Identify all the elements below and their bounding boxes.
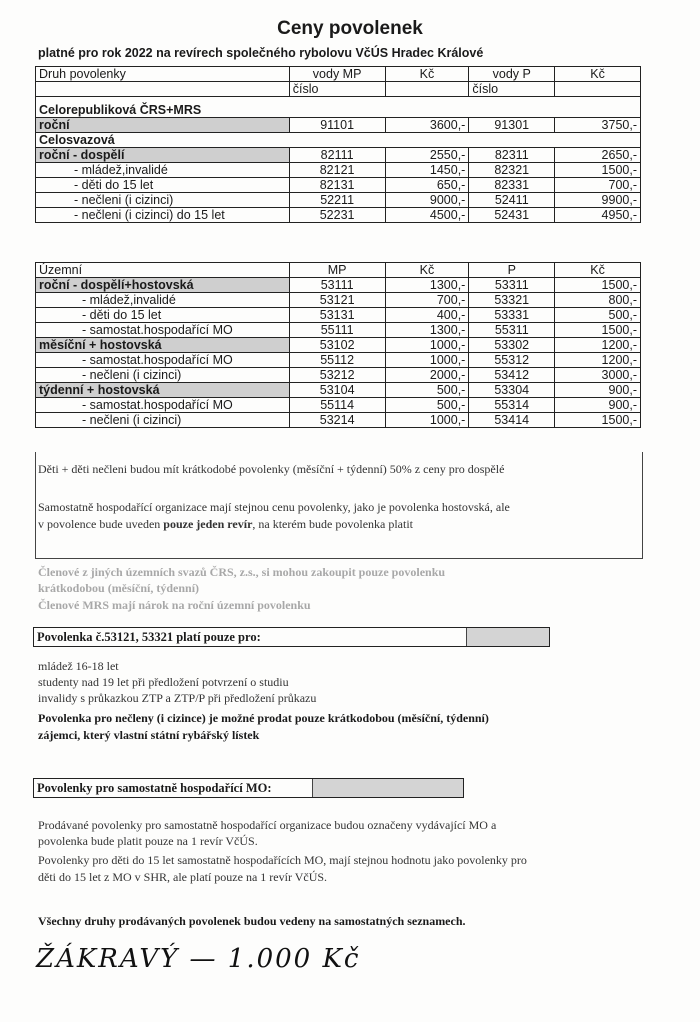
- cell: 650,-: [385, 178, 469, 193]
- cell: 55111: [289, 323, 385, 338]
- row-label: roční - dospělí+hostovská: [36, 278, 290, 293]
- table-row: [36, 368, 641, 383]
- row-label: roční - dospělí: [36, 148, 290, 163]
- header-cell: vody P: [469, 67, 555, 82]
- cell: 1200,-: [555, 338, 641, 353]
- header-cell: [555, 82, 641, 97]
- list-item: mládež 16-18 let: [38, 659, 119, 673]
- note-mo-text: v povolence bude uveden: [38, 517, 161, 531]
- header-cell: Kč: [385, 263, 469, 278]
- table-row: [36, 383, 641, 398]
- row-label: - mládež,invalidé: [36, 163, 290, 178]
- cell: 1300,-: [385, 323, 469, 338]
- cell: 9000,-: [385, 193, 469, 208]
- table-row: [36, 193, 641, 208]
- section-heading-mo: [33, 778, 464, 798]
- header-cell: číslo: [289, 82, 385, 97]
- page-title: Ceny povolenek: [277, 18, 423, 39]
- header-cell: Kč: [555, 263, 641, 278]
- cell: 3600,-: [385, 118, 469, 133]
- row-label: - nečleni (i cizinci): [36, 368, 290, 383]
- cell: 91301: [469, 118, 555, 133]
- row-label: - mládež,invalidé: [36, 293, 290, 308]
- faint-note-1: Členové z jiných územních svazů ČRS, z.s., si mohou zakoupit pouze povolenku: [38, 565, 446, 579]
- cell: 55114: [289, 398, 385, 413]
- handwritten-note: ŽÁKRAVÝ — 1.000 Kč: [36, 944, 361, 974]
- header-cell: [36, 82, 290, 97]
- cell: 55311: [469, 323, 555, 338]
- section-heading-text: Povolenka č.53121, 53321 platí pouze pro:: [37, 630, 261, 644]
- cell: 1500,-: [555, 413, 641, 428]
- cell: 2550,-: [385, 148, 469, 163]
- note-mo-text: , na kterém bude povolenka platit: [252, 517, 414, 531]
- table-row: [36, 163, 641, 178]
- table-row: [36, 148, 641, 163]
- header-cell: P: [469, 263, 555, 278]
- cell: 4500,-: [385, 208, 469, 223]
- heading-shade: [312, 779, 463, 797]
- cell: 53412: [469, 368, 555, 383]
- row-label: - nečleni (i cizinci): [36, 193, 290, 208]
- cell: 52431: [469, 208, 555, 223]
- header-cell: MP: [289, 263, 385, 278]
- header-cell: vody MP: [289, 67, 385, 82]
- cell: 2000,-: [385, 368, 469, 383]
- table-header-row: [36, 67, 641, 82]
- header-cell: číslo: [469, 82, 555, 97]
- cell: 52211: [289, 193, 385, 208]
- cell: 53414: [469, 413, 555, 428]
- table-uzemni: [35, 262, 641, 428]
- table-row: [36, 178, 641, 193]
- heading-shade: [466, 628, 549, 646]
- paragraph-line: povolenka bude platit pouze na 1 revír VčÚS.: [38, 834, 258, 848]
- row-label: roční: [36, 118, 290, 133]
- cell: 9900,-: [555, 193, 641, 208]
- table-row: [36, 398, 641, 413]
- cell: 55314: [469, 398, 555, 413]
- row-label: - samostat.hospodařící MO: [36, 398, 290, 413]
- cell: 800,-: [555, 293, 641, 308]
- cell: 53104: [289, 383, 385, 398]
- cell: 500,-: [385, 398, 469, 413]
- cell: 53121: [289, 293, 385, 308]
- faint-note-2: krátkodobou (měsíční, týdenní): [38, 581, 200, 595]
- cell: 53302: [469, 338, 555, 353]
- table-row: [36, 208, 641, 223]
- cell: 500,-: [555, 308, 641, 323]
- header-cell: [385, 82, 469, 97]
- faint-note-3: Členové MRS mají nárok na roční územní povolenku: [38, 598, 311, 612]
- table-row: [36, 118, 641, 133]
- cell: 53102: [289, 338, 385, 353]
- cell: 500,-: [385, 383, 469, 398]
- cell: 1450,-: [385, 163, 469, 178]
- cell: 53311: [469, 278, 555, 293]
- row-label: - samostat.hospodařící MO: [36, 353, 290, 368]
- cell: 55312: [469, 353, 555, 368]
- cell: 700,-: [555, 178, 641, 193]
- section-celosvazova: Celosvazová: [36, 133, 641, 148]
- cell: 4950,-: [555, 208, 641, 223]
- cell: 53304: [469, 383, 555, 398]
- list-item: invalidy s průkazkou ZTP a ZTP/P při předložení průkazu: [38, 691, 317, 705]
- cell: 82121: [289, 163, 385, 178]
- section-celorepublikova: Celorepubliková ČRS+MRS: [36, 103, 641, 118]
- cell: 53214: [289, 413, 385, 428]
- table-row: [36, 308, 641, 323]
- cell: 1200,-: [555, 353, 641, 368]
- table-celostatni: [35, 66, 641, 223]
- cell: 1000,-: [385, 338, 469, 353]
- note-mo-line1: Samostatně hospodařící organizace mají stejnou cenu povolenky, jako je povolenka hostovská, ale: [38, 500, 510, 514]
- final-note: Všechny druhy prodávaných povolenek budou vedeny na samostatných seznamech.: [38, 914, 466, 928]
- cell: 82311: [469, 148, 555, 163]
- cell: 53131: [289, 308, 385, 323]
- paragraph-line: děti do 15 let z MO v SHR, ale platí pouze na 1 revír VčÚS.: [38, 870, 328, 884]
- row-label: měsíční + hostovská: [36, 338, 290, 353]
- cell: 53111: [289, 278, 385, 293]
- cell: 53212: [289, 368, 385, 383]
- list-item: studenty nad 19 let při předložení potvrzení o studiu: [38, 675, 289, 689]
- row-label: - děti do 15 let: [36, 308, 290, 323]
- row-label: týdenní + hostovská: [36, 383, 290, 398]
- cell: 1000,-: [385, 413, 469, 428]
- cell: 900,-: [555, 383, 641, 398]
- section-heading-text: Povolenky pro samostatně hospodařící MO:: [37, 781, 272, 795]
- cell: 700,-: [385, 293, 469, 308]
- table-row: [36, 413, 641, 428]
- header-cell: Kč: [555, 67, 641, 82]
- header-cell: Územní: [36, 263, 290, 278]
- cell: 1000,-: [385, 353, 469, 368]
- note-mo-emphasis: pouze jeden revír: [163, 517, 253, 531]
- nonmember-note-2: zájemci, který vlastní státní rybářský lístek: [38, 728, 260, 742]
- header-cell: Kč: [385, 67, 469, 82]
- cell: 52231: [289, 208, 385, 223]
- cell: 53321: [469, 293, 555, 308]
- row-label: - nečleni (i cizinci): [36, 413, 290, 428]
- row-label: - samostat.hospodařící MO: [36, 323, 290, 338]
- cell: 82331: [469, 178, 555, 193]
- paragraph-line: Prodávané povolenky pro samostatně hospodařící organizace budou označeny vydávající MO a: [38, 818, 497, 832]
- cell: 82111: [289, 148, 385, 163]
- cell: 3000,-: [555, 368, 641, 383]
- cell: 1500,-: [555, 278, 641, 293]
- cell: 82131: [289, 178, 385, 193]
- cell: 1300,-: [385, 278, 469, 293]
- cell: 53331: [469, 308, 555, 323]
- cell: 400,-: [385, 308, 469, 323]
- table-row: [36, 338, 641, 353]
- table-header-row: [36, 263, 641, 278]
- section-heading-53121: [33, 627, 550, 647]
- paragraph-line: Povolenky pro děti do 15 let samostatně hospodařících MO, mají stejnou hodnotu jako povolenky pro: [38, 853, 527, 867]
- cell: 91101: [289, 118, 385, 133]
- note-children: Děti + děti nečleni budou mít krátkodobé povolenky (měsíční + týdenní) 50% z ceny pro dospělé: [38, 462, 505, 476]
- cell: 2650,-: [555, 148, 641, 163]
- cell: 1500,-: [555, 163, 641, 178]
- row-label: - nečleni (i cizinci) do 15 let: [36, 208, 290, 223]
- table-row: [36, 353, 641, 368]
- row-label: - děti do 15 let: [36, 178, 290, 193]
- header-cell: Druh povolenky: [36, 67, 290, 82]
- table-row: [36, 278, 641, 293]
- cell: 52411: [469, 193, 555, 208]
- nonmember-note-1: Povolenka pro nečleny (i cizince) je možné prodat pouze krátkodobou (měsíční, týdenní): [38, 711, 489, 725]
- cell: 3750,-: [555, 118, 641, 133]
- table-row: [36, 293, 641, 308]
- cell: 55112: [289, 353, 385, 368]
- cell: 1500,-: [555, 323, 641, 338]
- table-row: [36, 323, 641, 338]
- page-subtitle: platné pro rok 2022 na revírech společného rybolovu VčÚS Hradec Králové: [38, 46, 484, 60]
- cell: 82321: [469, 163, 555, 178]
- cell: 900,-: [555, 398, 641, 413]
- note-mo-line2: [38, 517, 413, 532]
- table-header-row: [36, 82, 641, 97]
